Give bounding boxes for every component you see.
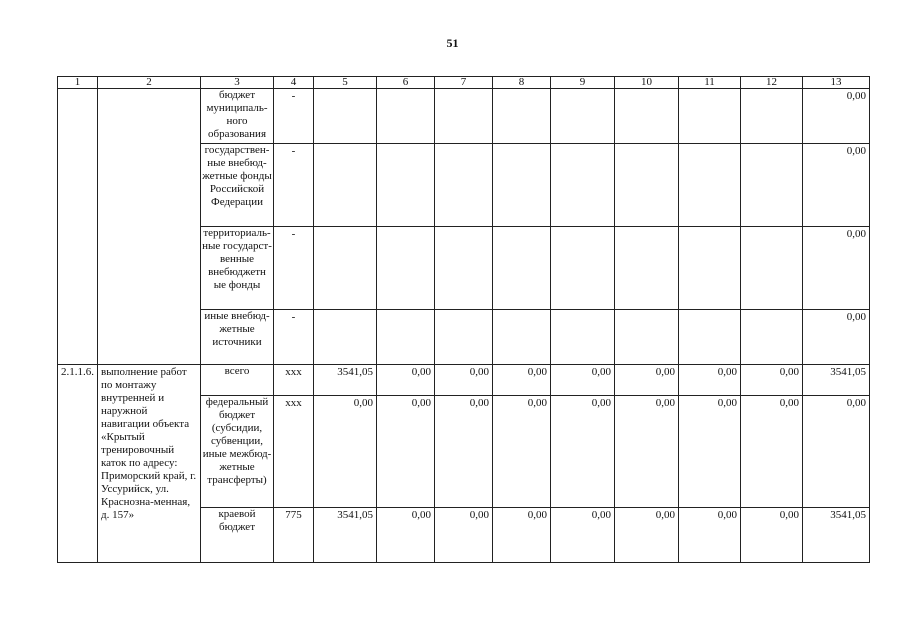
- code-cell: ххх: [274, 365, 314, 396]
- value-cell: 3541,05: [314, 365, 377, 396]
- value-cell: 0,00: [741, 508, 803, 563]
- code-cell: 775: [274, 508, 314, 563]
- empty-cell: [98, 89, 201, 365]
- value-cell: 0,00: [551, 365, 615, 396]
- column-header: 12: [741, 77, 803, 89]
- value-cell: 0,00: [803, 396, 870, 508]
- empty-cell: [58, 89, 98, 365]
- value-cell: 0,00: [435, 365, 493, 396]
- value-cell: 0,00: [615, 396, 679, 508]
- value-cell: 0,00: [435, 396, 493, 508]
- value-cell: 0,00: [493, 365, 551, 396]
- column-header: 5: [314, 77, 377, 89]
- column-header: 10: [615, 77, 679, 89]
- value-cell: 0,00: [377, 508, 435, 563]
- value-cell: 0,00: [551, 508, 615, 563]
- column-header: 8: [493, 77, 551, 89]
- column-header: 7: [435, 77, 493, 89]
- budget-table: [57, 76, 870, 563]
- funding-source: бюджет муниципального образования: [201, 89, 274, 144]
- value-cell: 0,00: [679, 508, 741, 563]
- value-cell: 0,00: [741, 365, 803, 396]
- funding-source: иные внебюд-жетные источники: [201, 310, 274, 365]
- value-cell: 0,00: [615, 365, 679, 396]
- column-header: 6: [377, 77, 435, 89]
- column-number-row: [58, 77, 870, 89]
- column-header: 3: [201, 77, 274, 89]
- code-cell: ххх: [274, 396, 314, 508]
- column-header: 9: [551, 77, 615, 89]
- item-number: 2.1.1.6.: [58, 365, 98, 563]
- code-cell: -: [274, 227, 314, 310]
- column-header: 13: [803, 77, 870, 89]
- funding-source: государствен-ные внебюд-жетные фонды Российской Федерации: [201, 144, 274, 227]
- table-row: [58, 365, 870, 396]
- value-cell: 0,00: [741, 396, 803, 508]
- column-header: 4: [274, 77, 314, 89]
- funding-source: краевой бюджет: [201, 508, 274, 563]
- funding-source: федеральный бюджет (субсидии, субвенции, иные межбюд-жетные трансферты): [201, 396, 274, 508]
- value-cell: 3541,05: [803, 508, 870, 563]
- value-cell: 0,00: [803, 227, 870, 310]
- item-description: выполнение работ по монтажу внутренней и наружной навигации объекта «Крытый тренировочный каток по адресу: Приморский край, г. Уссурийск, ул. Краснозна-менная, д. 157»: [98, 365, 201, 563]
- value-cell: 0,00: [493, 508, 551, 563]
- page-number: 51: [446, 36, 459, 50]
- value-cell: 0,00: [679, 396, 741, 508]
- value-cell: 0,00: [435, 508, 493, 563]
- value-cell: 0,00: [803, 310, 870, 365]
- column-header: 2: [98, 77, 201, 89]
- value-cell: 0,00: [615, 508, 679, 563]
- value-cell: 0,00: [377, 396, 435, 508]
- value-cell: 0,00: [803, 89, 870, 144]
- funding-source: всего: [201, 365, 274, 396]
- funding-source: территориаль-ные государст-венные внебюджетн ые фонды: [201, 227, 274, 310]
- table-row: [58, 89, 870, 144]
- value-cell: 0,00: [803, 144, 870, 227]
- value-cell: 0,00: [377, 365, 435, 396]
- column-header: 11: [679, 77, 741, 89]
- column-header: 1: [58, 77, 98, 89]
- code-cell: -: [274, 89, 314, 144]
- value-cell: 3541,05: [314, 508, 377, 563]
- value-cell: 3541,05: [803, 365, 870, 396]
- value-cell: 0,00: [551, 396, 615, 508]
- code-cell: -: [274, 144, 314, 227]
- value-cell: 0,00: [314, 396, 377, 508]
- value-cell: 0,00: [493, 396, 551, 508]
- value-cell: 0,00: [679, 365, 741, 396]
- code-cell: -: [274, 310, 314, 365]
